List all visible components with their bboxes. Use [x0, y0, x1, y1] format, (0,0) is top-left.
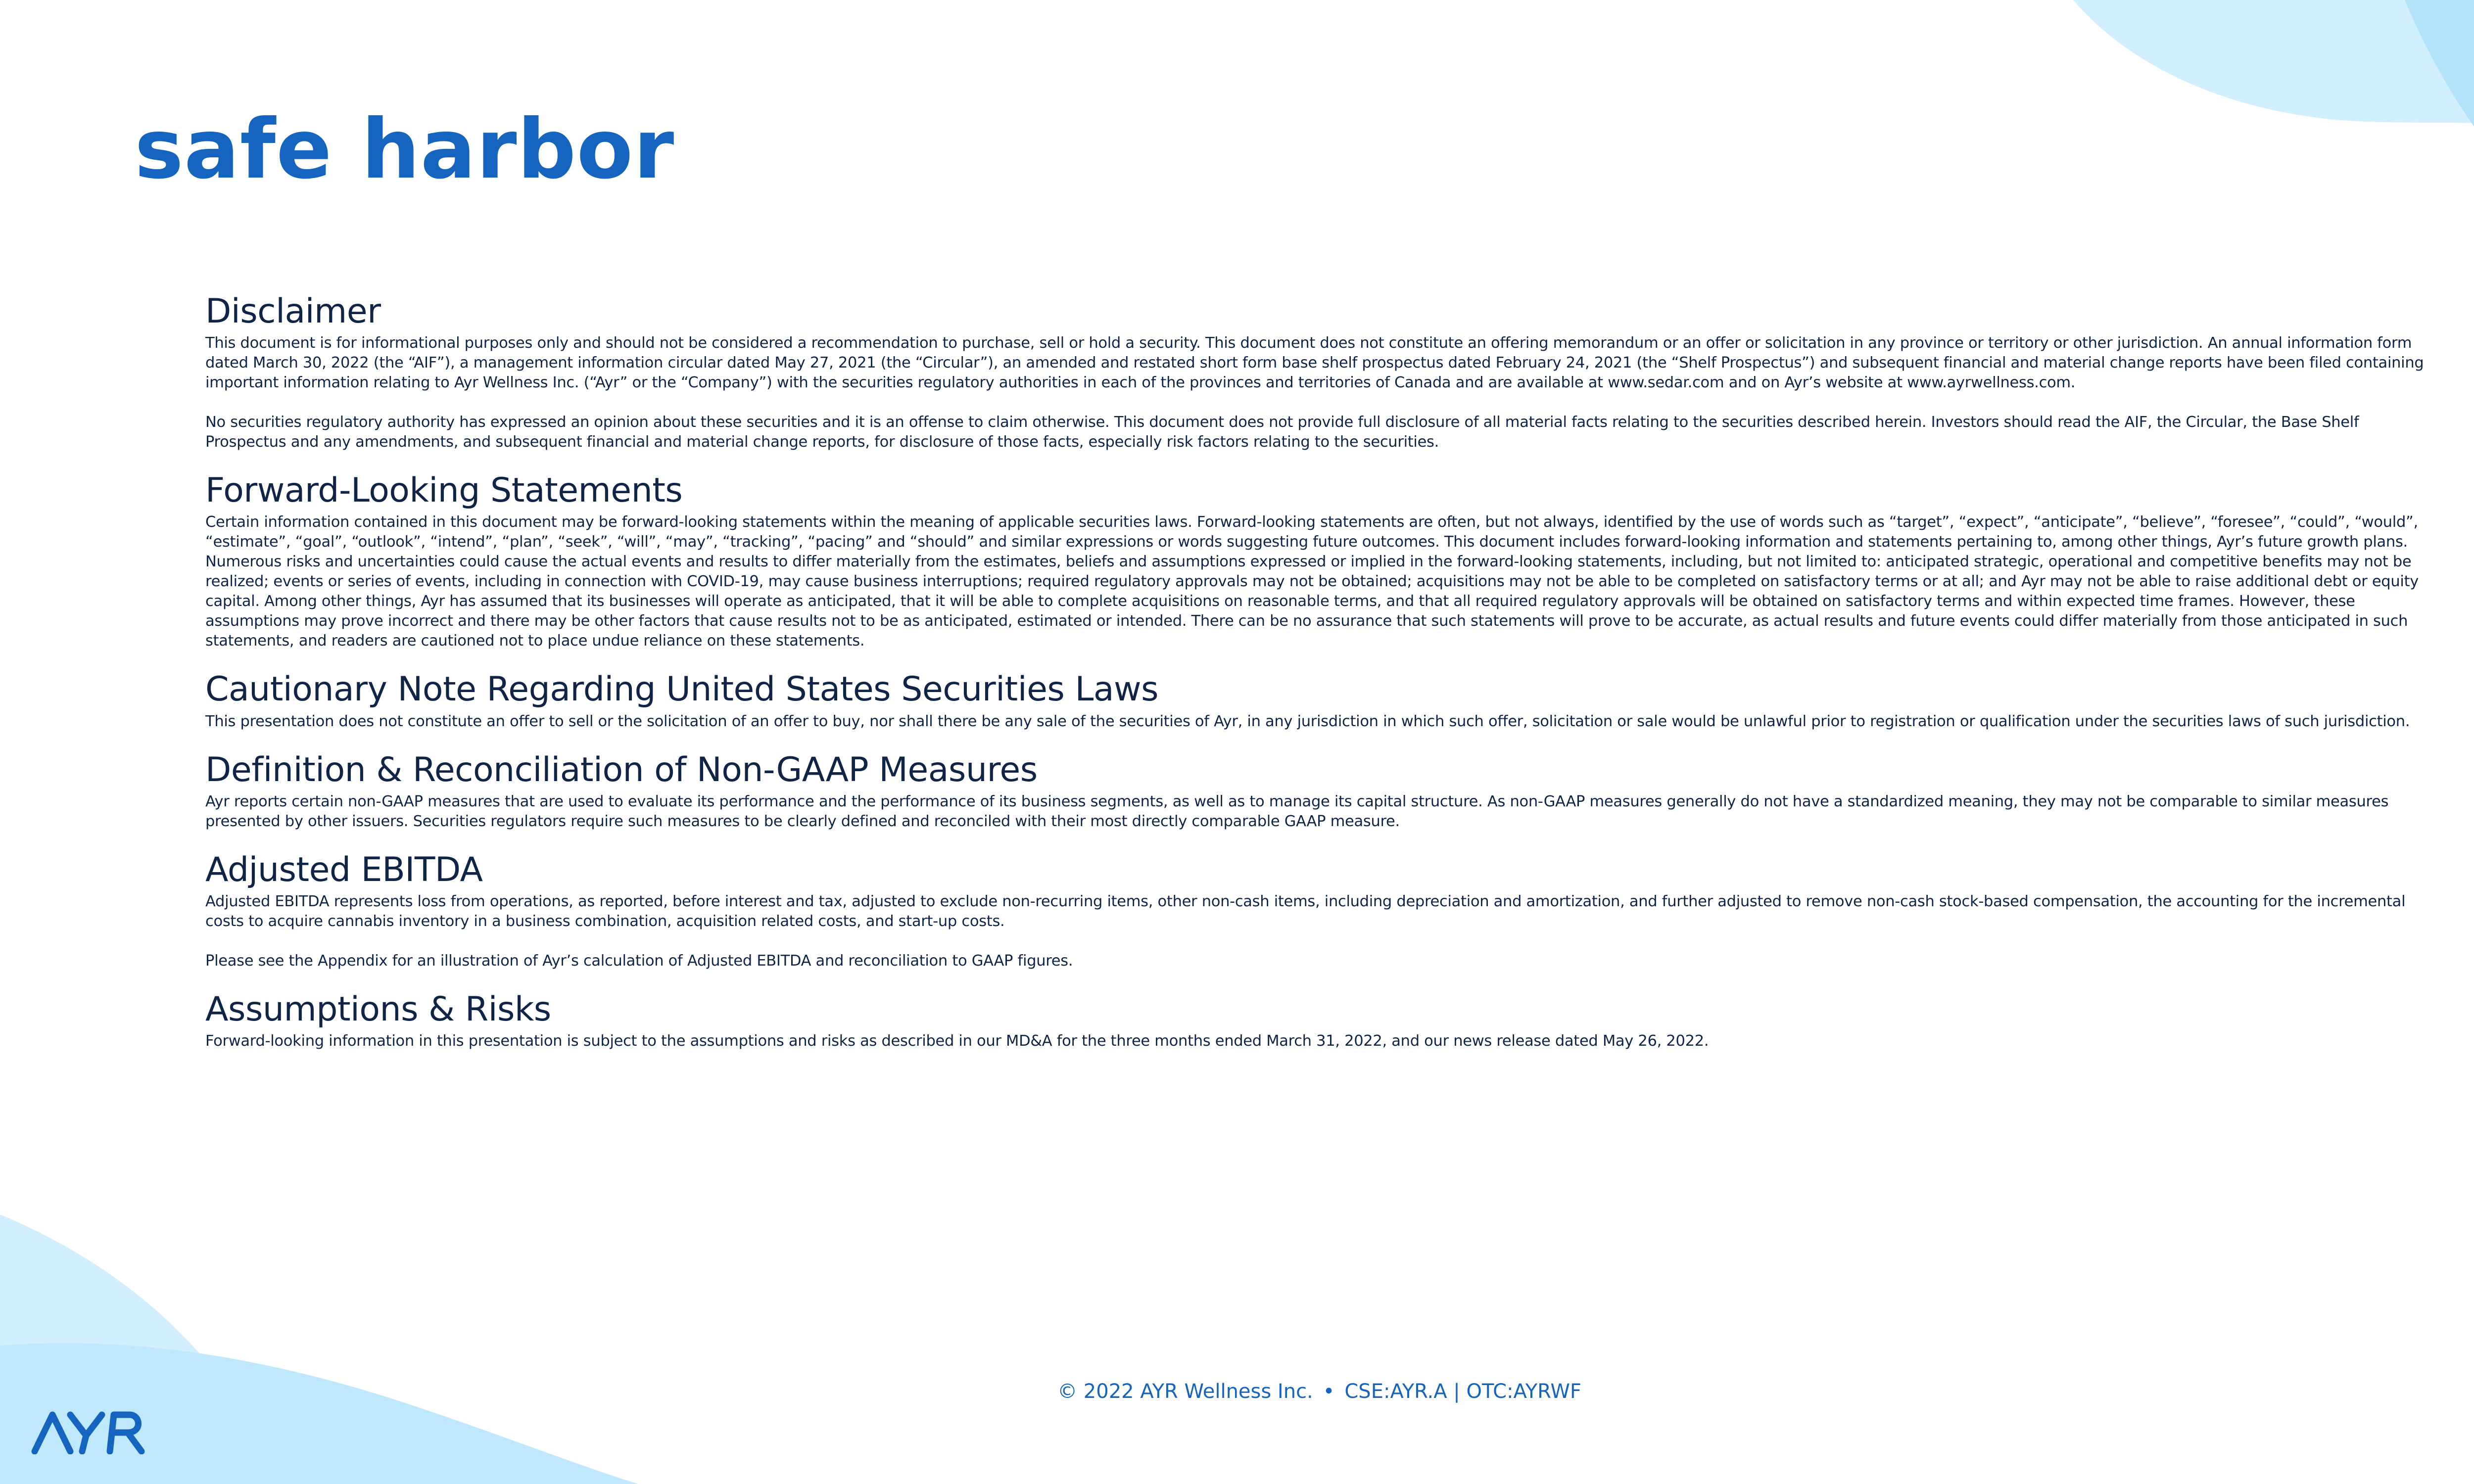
- section-us-securities: [205, 670, 2427, 731]
- section-heading: Cautionary Note Regarding United States Securities Laws: [205, 670, 1159, 709]
- top-right-blob-mid: [2405, 0, 2474, 257]
- section-paragraph: Ayr reports certain non-GAAP measures that are used to evaluate its performance and the performance of its business segments, as well as to manage its capital structure. As non-GAAP measures generally do not have a standardized meaning, they may not be comparable to similar measures presented by other issuers. Securities regulators require such measures to be clearly defined and reconciled with their most directly comparable GAAP measure.: [205, 792, 2389, 830]
- footer: [0, 1380, 2474, 1403]
- section-assumptions-risks: [205, 990, 2427, 1051]
- section-paragraph: Certain information contained in this document may be forward-looking statements within the meaning of applicable securities laws. Forward-looking statements are often, but not always, identified by the use of words such as “target”, “expect”, “anticipate”, “believe”, “foresee”, “could”, “would”, “estimate”, “goal”, “outlook”, “intend”, “plan”, “seek”, “will”, “may”, “tracking”, “pacing” and “should” and similar expressions or words suggesting future outcomes. This document includes forward-looking information and statements pertaining to, among other things, Ayr’s future growth plans. Numerous risks and uncertainties could cause the actual events and results to differ materially from the estimates, beliefs and assumptions expressed or implied in the forward-looking statements, including, but not limited to: anticipated strategic, operational and competitive benefits may not be realized; events or series of events, including in connection with COVID-19, may cause business interruptions; required regulatory approvals may not be obtained; acquisitions may not be able to be completed on satisfactory terms or at all; and Ayr may not be able to raise additional debt or equity capital. Among other things, Ayr has assumed that its businesses will operate as anticipated, that it will be able to complete acquisitions on reasonable terms, and that all required regulatory approvals will be obtained on satisfactory terms and within expected time frames. However, these assumptions may prove incorrect and there may be other factors that cause results not to be as anticipated, estimated or intended. There can be no assurance that such statements will prove to be accurate, as actual results and future events could differ materially from those anticipated in such statements, and readers are cautioned not to place undue reliance on these statements.: [205, 513, 2419, 650]
- section-paragraph: Adjusted EBITDA represents loss from operations, as reported, before interest and tax, adjusted to exclude non-recurring items, other non-cash items, including depreciation and amortization, and further adjusted to remove non-cash stock-based compensation, the accounting for the incremental costs to acquire cannabis inventory in a business combination, acquisition related costs, and start-up costs.: [205, 893, 2406, 930]
- section-heading: Forward-Looking Statements: [205, 471, 683, 510]
- section-paragraph: This document is for informational purposes only and should not be considered a recommendation to purchase, sell or hold a security. This document does not constitute an offering memorandum or an offer or solicitation in any province or territory or other jurisdiction. An annual information form dated March 30, 2022 (the “AIF”), a management information circular dated May 27, 2021 (the “Circular”), an amended and restated short form base shelf prospectus dated February 24, 2021 (the “Shelf Prospectus”) and subsequent financial and material change reports have been filed containing important information relating to Ayr Wellness Inc. (“Ayr” or the “Company”) with the securities regulatory authorities in each of the provinces and territories of Canada and are available at www.sedar.com and on Ayr’s website at www.ayrwellness.com.: [205, 334, 2424, 392]
- section-paragraph: Forward-looking information in this presentation is subject to the assumptions and risks as described in our MD&A for the three months ended March 31, 2022, and our news release dated May 26, 2022.: [205, 1032, 1709, 1050]
- footer-separator: •: [1323, 1380, 1335, 1403]
- section-heading: Assumptions & Risks: [205, 990, 551, 1029]
- section-heading: Disclaimer: [205, 292, 381, 331]
- section-adjusted-ebitda: [205, 850, 2427, 971]
- section-heading: Adjusted EBITDA: [205, 850, 483, 889]
- section-forward-looking: [205, 471, 2427, 651]
- section-paragraph: No securities regulatory authority has expressed an opinion about these securities and it is an offense to claim otherwise. This document does not provide full disclosure of all material facts relating to the securities described herein. Investors should read the AIF, the Circular, the Base Shelf Prospectus and any amendments, and subsequent financial and material change reports, for disclosure of those facts, especially risk factors relating to the securities.: [205, 414, 2359, 451]
- section-non-gaap: [205, 750, 2427, 832]
- section-disclaimer: [205, 292, 2427, 452]
- slide-title: safe harbor: [135, 102, 675, 197]
- section-heading: Definition & Reconciliation of Non-GAAP Measures: [205, 750, 1038, 789]
- safe-harbor-content: [205, 292, 2427, 1070]
- ayr-logo: [31, 1410, 147, 1454]
- section-paragraph: Please see the Appendix for an illustration of Ayr’s calculation of Adjusted EBITDA and reconciliation to GAAP figures.: [205, 952, 1073, 970]
- top-right-blob-light: [2073, 0, 2474, 148]
- section-paragraph: This presentation does not constitute an offer to sell or the solicitation of an offer to buy, nor shall there be any sale of the securities of Ayr, in any jurisdiction in which such offer, solicitation or sale would be unlawful prior to registration or qualification under the securities laws of such jurisdiction.: [205, 712, 2410, 730]
- footer-copyright: © 2022 AYR Wellness Inc.: [1057, 1380, 1313, 1403]
- footer-tickers: CSE:AYR.A | OTC:AYRWF: [1344, 1380, 1581, 1403]
